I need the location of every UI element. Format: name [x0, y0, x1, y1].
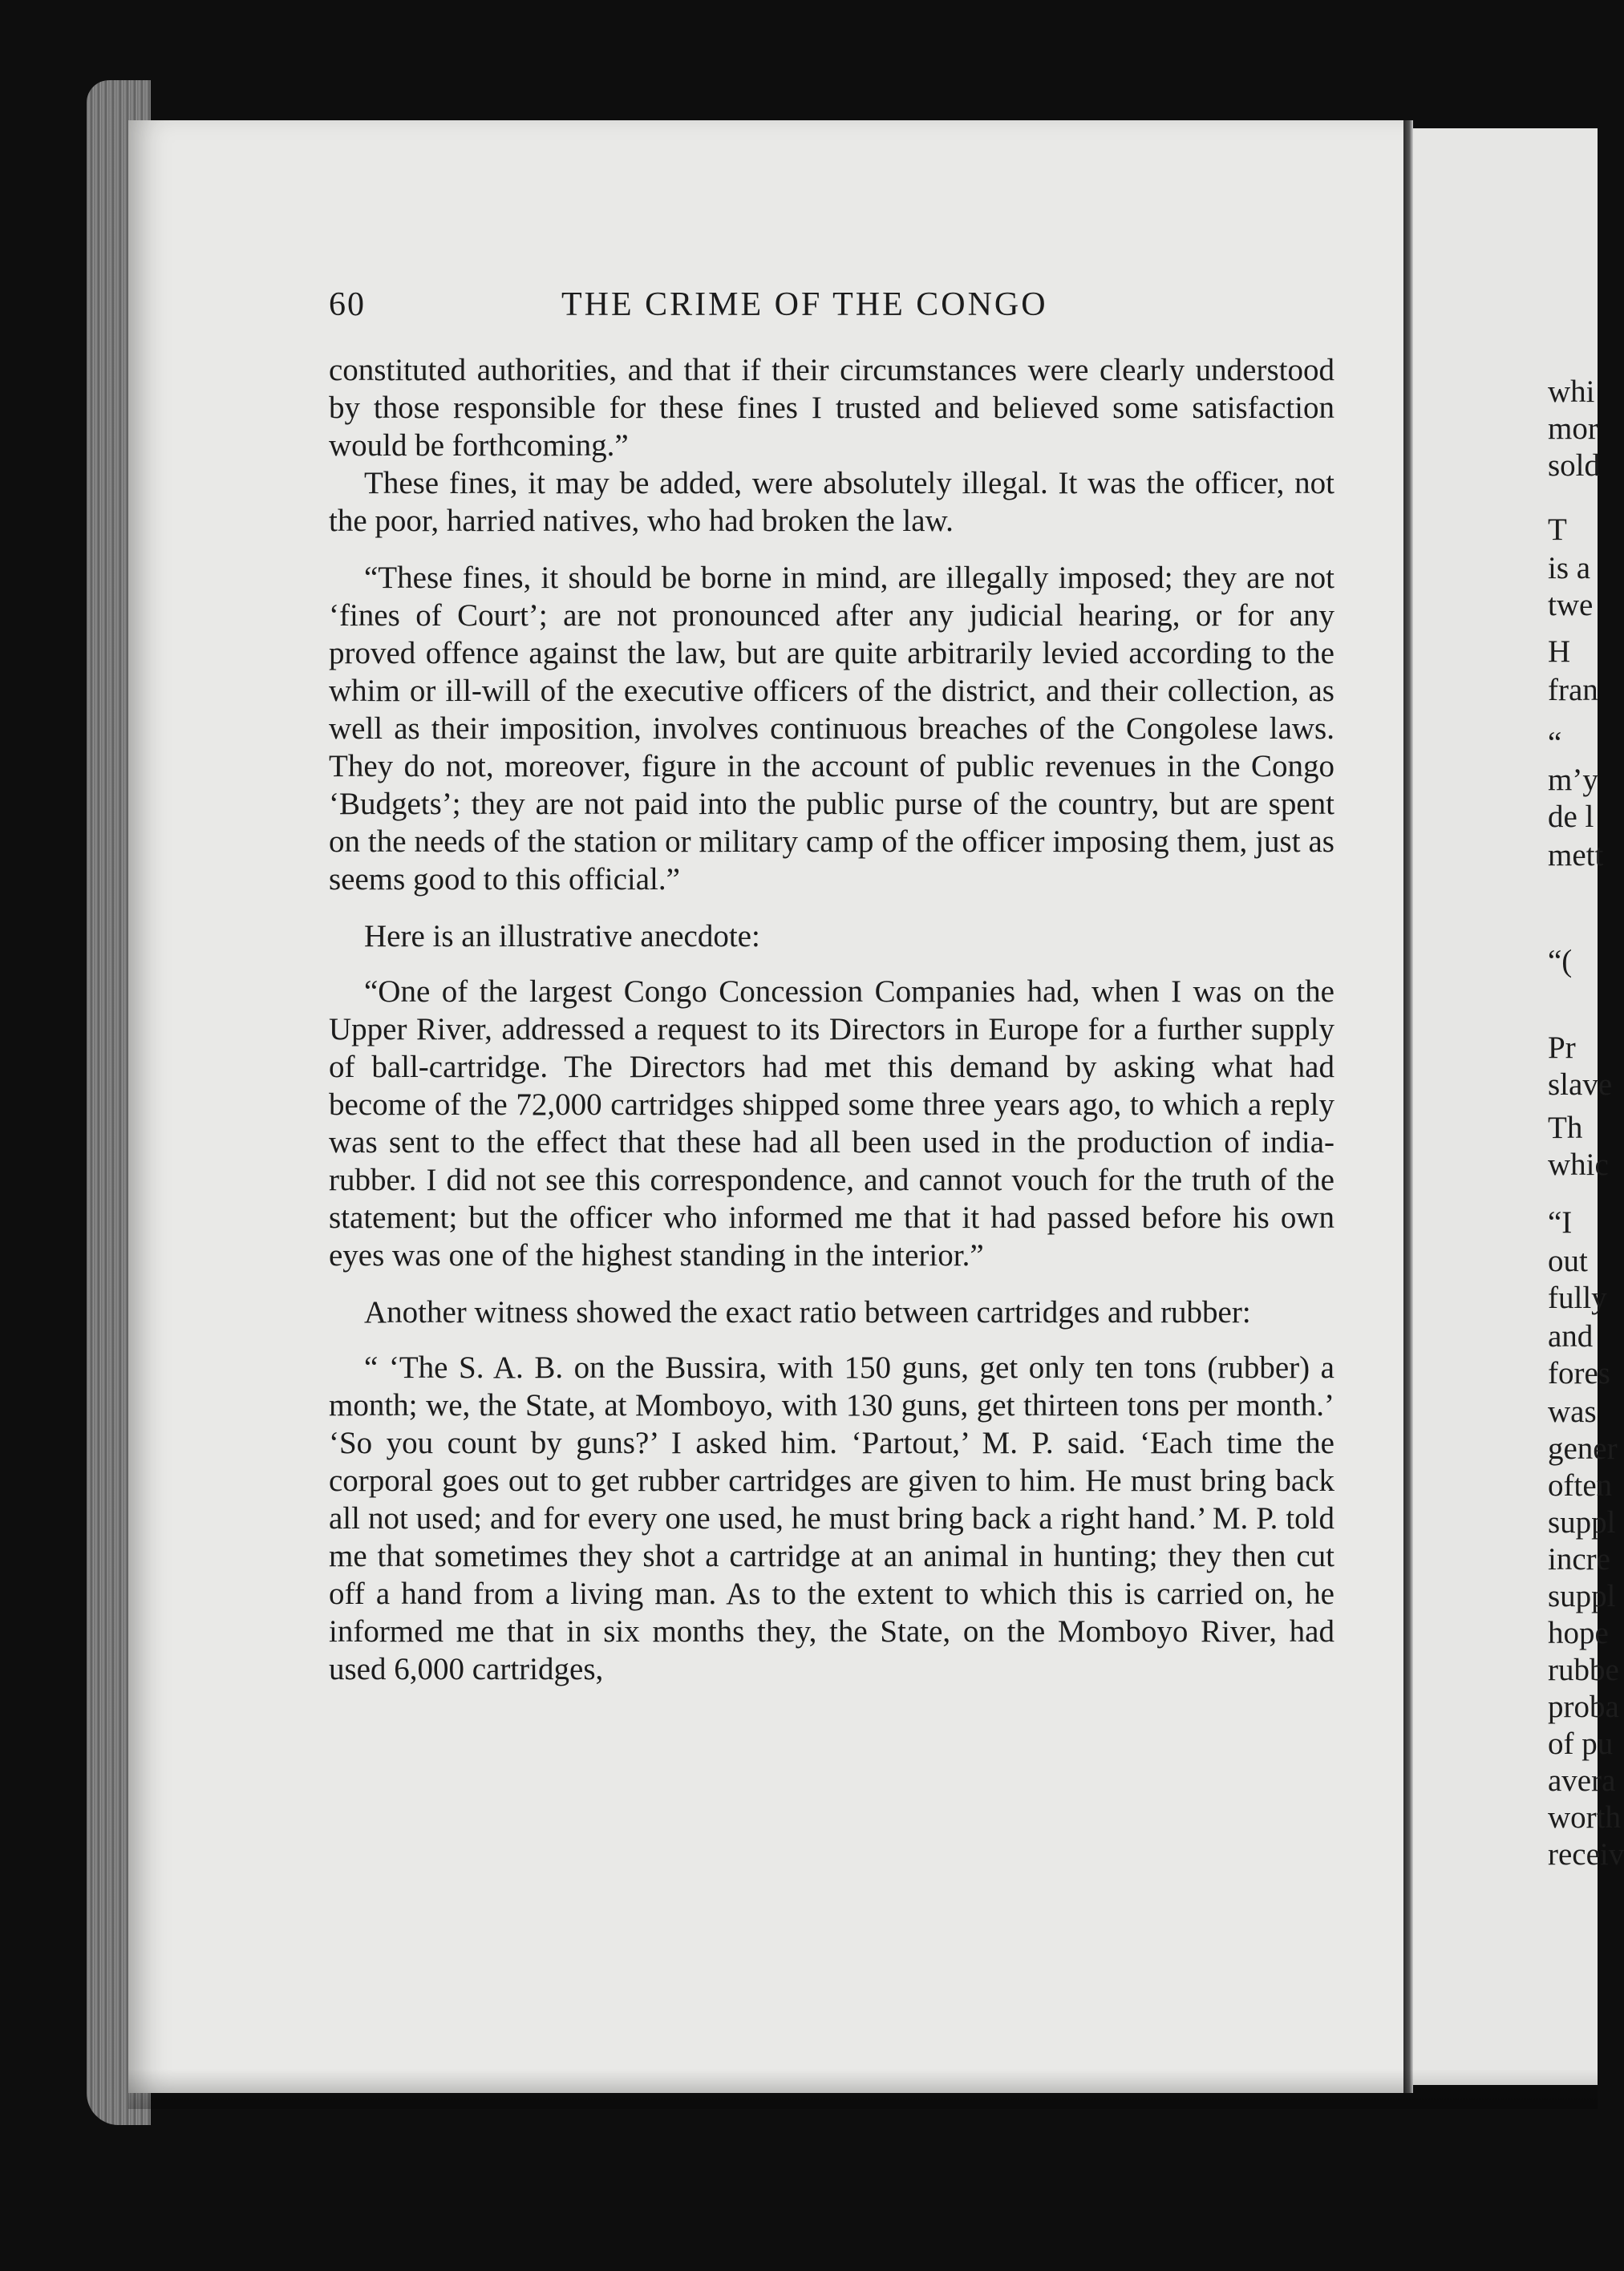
fragment: Th [1548, 1111, 1583, 1145]
paragraph-continuation: constituted authorities, and that if their circumstances were clearly understood by those responsible for these fines I trusted and believed some satisfaction would be forthcoming.” [329, 353, 1334, 463]
fragment: mett [1548, 838, 1604, 872]
fragment: “ [1548, 726, 1562, 760]
fragment: T [1548, 512, 1567, 547]
fragment: sold [1548, 448, 1601, 483]
body-text [329, 351, 1334, 1688]
quote-fines: “These fines, it should be borne in mind, are illegally imposed; they are not ‘fines of Court’; are not pronounced after any judicial hearing, or for any proved offence against the law, but are quite arbitrarily levied according to the whim or ill-will of the executive officers of the district, and their collection, as well as their imposition, involves continuous breaches of the Congolese laws. They do not, moreover, figure in the account of public revenues in the Congo ‘Budgets’; they are not paid into the public purse of the country, but are spent on the needs of the station or military camp of the officer imposing them, just as seems good to this official.” [329, 561, 1334, 897]
fragment: incre [1548, 1542, 1610, 1577]
fragment: proba [1548, 1690, 1619, 1724]
fragment: “( [1548, 944, 1573, 978]
fragment: was [1548, 1395, 1597, 1429]
fragment: of pu [1548, 1727, 1614, 1761]
fragment: often [1548, 1468, 1613, 1503]
fragment: and [1548, 1319, 1594, 1354]
fragment: is a [1548, 551, 1591, 585]
fragment: out [1548, 1244, 1588, 1278]
quote-concession-company: “One of the largest Congo Concession Companies had, when I was on the Upper River, addressed a request to its Directors in Europe for a further supply of ball-cartridge. The Directors had met this demand by asking what had become of the 72,000 cartridges shipped some three years ago, to which a reply was sent to the effect that these had all been used in the production of india-rubber. I did not see this correspondence, and cannot vouch for the truth of the statement; but the officer who informed me that it had passed before his own eyes was one of the highest standing in the interior.” [329, 974, 1334, 1273]
fragment: fores [1548, 1356, 1610, 1391]
book-gutter [1403, 120, 1413, 2093]
paragraph-fines-illegal: These fines, it may be added, were absolutely illegal. It was the officer, not the poor, harried natives, who had broken the law. [329, 466, 1334, 538]
fragment: slave [1548, 1067, 1613, 1102]
fragment: suppl [1548, 1579, 1616, 1613]
running-title: THE CRIME OF THE CONGO [561, 286, 1048, 323]
fragment: Pr [1548, 1030, 1576, 1065]
fragment: mor [1548, 411, 1598, 446]
paragraph-another-witness: Another witness showed the exact ratio between cartridges and rubber: [364, 1295, 1251, 1330]
fragment: H [1548, 634, 1571, 669]
page-number: 60 [329, 286, 366, 323]
fragment: fran [1548, 673, 1598, 707]
page-bottom-shadow [128, 2069, 1598, 2109]
fragment: fully [1548, 1281, 1607, 1315]
fragment: suppl [1548, 1505, 1616, 1540]
fragment: rubbe [1548, 1653, 1619, 1687]
fragment: twe [1548, 588, 1594, 622]
paragraph-anecdote-intro: Here is an illustrative anecdote: [364, 919, 760, 953]
fragment: gener [1548, 1431, 1618, 1466]
quote-cartridges-rubber: “ ‘The S. A. B. on the Bussira, with 150 guns, get only ten tons (rubber) a month; we, the State, at Momboyo, with 130 guns, get thirteen tons per month.’ ‘So you count by guns?’ I asked him. ‘Partout,’ M. P. said. ‘Each time the corporal goes out to get rubber cartridges are given to him. He must bring back all not used; and for every one used, he must bring back a right hand.’ M. P. told me that sometimes they shot a cartridge at an animal in hunting; they then cut off a hand from a living man. As to the extent to which this is carried on, he informed me that in six months they, the State, on the Momboyo River, had used 6,000 cartridges, [329, 1350, 1334, 1686]
fragment: whic [1548, 1148, 1609, 1182]
fragment: hope [1548, 1616, 1609, 1650]
fragment: worth [1548, 1800, 1621, 1835]
fragment: m’y [1548, 763, 1598, 797]
fragment: “I [1548, 1205, 1573, 1240]
fragment: de l [1548, 800, 1594, 834]
fragment: receiv [1548, 1837, 1624, 1872]
fragment: avera [1548, 1763, 1616, 1798]
fragment: whi [1548, 374, 1595, 409]
